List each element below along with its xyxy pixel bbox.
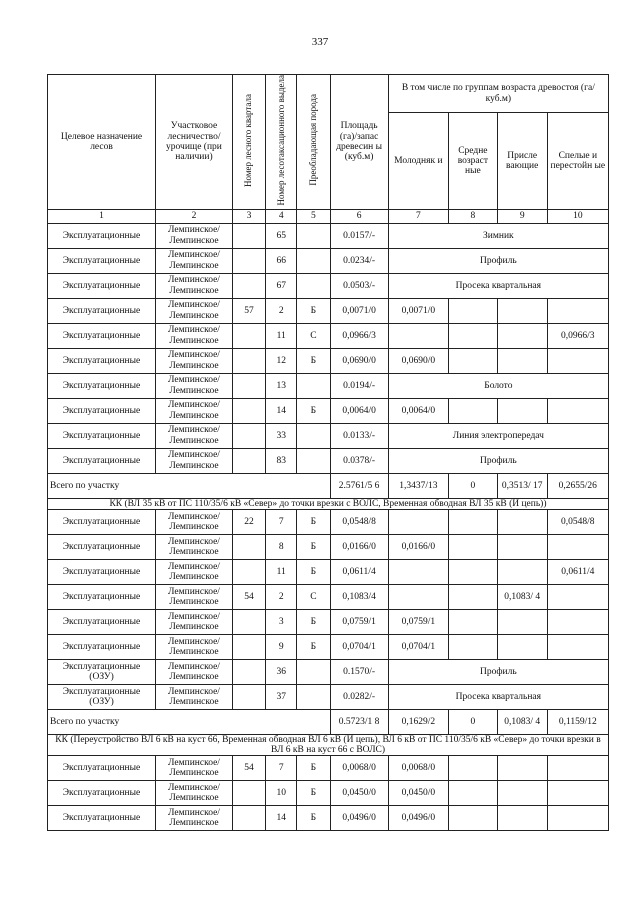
cell-land-category: Профиль <box>388 448 608 473</box>
cell-forestry: Лемпинское/ Лемпинское <box>156 373 233 398</box>
cell-mature <box>547 634 608 659</box>
table-row <box>48 273 609 298</box>
cell-quarter <box>232 248 265 273</box>
header-young: Молодняк и <box>388 113 448 209</box>
table-row <box>48 559 609 584</box>
cell-species: Б <box>297 781 330 806</box>
column-number-row <box>48 209 609 223</box>
table-row <box>48 534 609 559</box>
cell-young <box>388 323 448 348</box>
cell-species <box>297 684 330 709</box>
cell-mature: 0,0548/8 <box>547 509 608 534</box>
cell-middle <box>448 634 497 659</box>
cell-quarter <box>232 323 265 348</box>
cell-purpose: Эксплуатационные <box>48 584 156 609</box>
cell-quarter <box>232 348 265 373</box>
cell-forestry: Лемпинское/ Лемпинское <box>156 248 233 273</box>
cell-forestry: Лемпинское/ Лемпинское <box>156 323 233 348</box>
cell-area: 0,0966/3 <box>330 323 388 348</box>
cell-young <box>388 584 448 609</box>
cell-area: 0,0548/8 <box>330 509 388 534</box>
cell-maturing <box>497 634 547 659</box>
cell-mature: 0,0611/4 <box>547 559 608 584</box>
cell-land-category: Линия электропередач <box>388 423 608 448</box>
cell-purpose: Эксплуатационные (ОЗУ) <box>48 684 156 709</box>
cell-maturing <box>497 559 547 584</box>
cell-forestry: Лемпинское/ Лемпинское <box>156 806 233 831</box>
cell-mature <box>547 609 608 634</box>
cell-vydel: 65 <box>266 223 297 248</box>
cell-vydel: 12 <box>266 348 297 373</box>
cell-quarter <box>232 223 265 248</box>
cell-species: Б <box>297 634 330 659</box>
section-title-row <box>48 734 609 756</box>
column-number: 6 <box>330 209 388 223</box>
cell-young <box>388 509 448 534</box>
cell-mature <box>547 584 608 609</box>
cell-vydel: 14 <box>266 398 297 423</box>
cell-forestry: Лемпинское/ Лемпинское <box>156 559 233 584</box>
cell-land-category: Просека квартальная <box>388 684 608 709</box>
cell-area: 0.0157/- <box>330 223 388 248</box>
cell-vydel: 7 <box>266 756 297 781</box>
cell-middle <box>448 756 497 781</box>
cell-quarter <box>232 609 265 634</box>
table-row <box>48 373 609 398</box>
cell-quarter: 54 <box>232 756 265 781</box>
total-middle: 0 <box>448 473 497 498</box>
total-row <box>48 709 609 734</box>
cell-quarter <box>232 659 265 684</box>
cell-forestry: Лемпинское/ Лемпинское <box>156 223 233 248</box>
cell-species: Б <box>297 806 330 831</box>
cell-forestry: Лемпинское/ Лемпинское <box>156 448 233 473</box>
cell-young: 0,0704/1 <box>388 634 448 659</box>
cell-middle <box>448 584 497 609</box>
cell-area: 0,0068/0 <box>330 756 388 781</box>
cell-forestry: Лемпинское/ Лемпинское <box>156 509 233 534</box>
cell-land-category: Профиль <box>388 659 608 684</box>
cell-species <box>297 423 330 448</box>
column-number: 4 <box>266 209 297 223</box>
cell-young: 0,0759/1 <box>388 609 448 634</box>
cell-forestry: Лемпинское/ Лемпинское <box>156 756 233 781</box>
cell-maturing <box>497 534 547 559</box>
table-row <box>48 348 609 373</box>
cell-species <box>297 373 330 398</box>
cell-quarter: 57 <box>232 298 265 323</box>
table-row <box>48 423 609 448</box>
cell-vydel: 7 <box>266 509 297 534</box>
cell-quarter <box>232 398 265 423</box>
cell-land-category: Просека квартальная <box>388 273 608 298</box>
table-row <box>48 609 609 634</box>
table-row <box>48 398 609 423</box>
cell-young: 0,0450/0 <box>388 781 448 806</box>
cell-vydel: 11 <box>266 559 297 584</box>
column-number: 2 <box>156 209 233 223</box>
cell-purpose: Эксплуатационные <box>48 806 156 831</box>
cell-forestry: Лемпинское/ Лемпинское <box>156 273 233 298</box>
header-species: Преобладающая порода <box>297 75 330 210</box>
cell-young: 0,0071/0 <box>388 298 448 323</box>
cell-purpose: Эксплуатационные <box>48 298 156 323</box>
cell-mature <box>547 781 608 806</box>
cell-purpose: Эксплуатационные <box>48 348 156 373</box>
section-title-row <box>48 498 609 509</box>
column-number: 8 <box>448 209 497 223</box>
total-maturing: 0,1083/ 4 <box>497 709 547 734</box>
table-row <box>48 584 609 609</box>
cell-vydel: 83 <box>266 448 297 473</box>
header-quarter: Номер лесного квартала <box>232 75 265 210</box>
cell-species <box>297 448 330 473</box>
cell-land-category: Зимник <box>388 223 608 248</box>
cell-quarter <box>232 448 265 473</box>
cell-species: Б <box>297 534 330 559</box>
cell-land-category: Болото <box>388 373 608 398</box>
cell-forestry: Лемпинское/ Лемпинское <box>156 423 233 448</box>
cell-quarter <box>232 559 265 584</box>
table-row <box>48 509 609 534</box>
table-row <box>48 634 609 659</box>
cell-species: Б <box>297 559 330 584</box>
cell-mature <box>547 398 608 423</box>
cell-purpose: Эксплуатационные <box>48 509 156 534</box>
table-row <box>48 756 609 781</box>
total-area: 0.5723/1 8 <box>330 709 388 734</box>
cell-purpose: Эксплуатационные <box>48 373 156 398</box>
cell-forestry: Лемпинское/ Лемпинское <box>156 298 233 323</box>
cell-species <box>297 273 330 298</box>
cell-species: Б <box>297 509 330 534</box>
cell-purpose: Эксплуатационные <box>48 634 156 659</box>
table-row <box>48 248 609 273</box>
header-vydel: Номер лесотаксационного выдела <box>266 75 297 210</box>
cell-species: С <box>297 584 330 609</box>
cell-purpose: Эксплуатационные <box>48 448 156 473</box>
cell-young: 0,0166/0 <box>388 534 448 559</box>
cell-species: Б <box>297 348 330 373</box>
cell-species: Б <box>297 298 330 323</box>
cell-young <box>388 559 448 584</box>
cell-purpose: Эксплуатационные <box>48 398 156 423</box>
cell-species: Б <box>297 398 330 423</box>
cell-maturing <box>497 781 547 806</box>
header-mature: Спелые и перестойн ые <box>547 113 608 209</box>
cell-vydel: 66 <box>266 248 297 273</box>
cell-forestry: Лемпинское/ Лемпинское <box>156 634 233 659</box>
cell-forestry: Лемпинское/ Лемпинское <box>156 659 233 684</box>
cell-area: 0,0759/1 <box>330 609 388 634</box>
cell-middle <box>448 806 497 831</box>
cell-area: 0,0071/0 <box>330 298 388 323</box>
cell-young: 0,0690/0 <box>388 348 448 373</box>
cell-vydel: 11 <box>266 323 297 348</box>
header-area: Площадь (га)/запас древесин ы (куб.м) <box>330 75 388 210</box>
cell-middle <box>448 348 497 373</box>
total-label: Всего по участку <box>48 473 331 498</box>
total-maturing: 0,3513/ 17 <box>497 473 547 498</box>
cell-area: 0.0503/- <box>330 273 388 298</box>
header-age-groups: В том числе по группам возраста древостоя (га/куб.м) <box>388 75 608 113</box>
cell-purpose: Эксплуатационные <box>48 609 156 634</box>
cell-maturing <box>497 806 547 831</box>
cell-middle <box>448 398 497 423</box>
cell-middle <box>448 509 497 534</box>
cell-quarter <box>232 634 265 659</box>
cell-area: 0.0133/- <box>330 423 388 448</box>
cell-area: 0.0234/- <box>330 248 388 273</box>
column-number: 10 <box>547 209 608 223</box>
table-row <box>48 223 609 248</box>
cell-area: 0,0450/0 <box>330 781 388 806</box>
cell-area: 0.1570/- <box>330 659 388 684</box>
cell-vydel: 36 <box>266 659 297 684</box>
table-row <box>48 781 609 806</box>
table-row <box>48 323 609 348</box>
total-mature: 0,2655/26 <box>547 473 608 498</box>
cell-maturing <box>497 756 547 781</box>
cell-vydel: 13 <box>266 373 297 398</box>
cell-purpose: Эксплуатационные <box>48 781 156 806</box>
cell-maturing <box>497 348 547 373</box>
cell-purpose: Эксплуатационные <box>48 273 156 298</box>
cell-vydel: 10 <box>266 781 297 806</box>
header-maturing: Присле вающие <box>497 113 547 209</box>
cell-young: 0,0064/0 <box>388 398 448 423</box>
section-title: КК (ВЛ 35 кВ от ПС 110/35/6 кВ «Север» до точки врезки с ВОЛС, Временная обводная ВЛ 35 кВ (И цепь)) <box>48 498 609 509</box>
cell-forestry: Лемпинское/ Лемпинское <box>156 684 233 709</box>
cell-quarter <box>232 534 265 559</box>
column-number: 9 <box>497 209 547 223</box>
table-row <box>48 298 609 323</box>
cell-forestry: Лемпинское/ Лемпинское <box>156 781 233 806</box>
cell-quarter <box>232 373 265 398</box>
cell-area: 0,0166/0 <box>330 534 388 559</box>
cell-vydel: 9 <box>266 634 297 659</box>
total-area: 2.5761/5 6 <box>330 473 388 498</box>
cell-maturing <box>497 323 547 348</box>
cell-forestry: Лемпинское/ Лемпинское <box>156 398 233 423</box>
cell-area: 0,0611/4 <box>330 559 388 584</box>
total-row <box>48 473 609 498</box>
table-body <box>48 223 609 831</box>
total-middle: 0 <box>448 709 497 734</box>
cell-forestry: Лемпинское/ Лемпинское <box>156 584 233 609</box>
cell-mature <box>547 298 608 323</box>
cell-vydel: 8 <box>266 534 297 559</box>
cell-forestry: Лемпинское/ Лемпинское <box>156 609 233 634</box>
cell-middle <box>448 323 497 348</box>
cell-middle <box>448 609 497 634</box>
cell-maturing <box>497 509 547 534</box>
cell-land-category: Профиль <box>388 248 608 273</box>
section-title: КК (Переустройство ВЛ 6 кВ на куст 66, Временная обводная ВЛ 6 кВ (И цепь), ВЛ 6 кВ от ПС 110/35/6 кВ «Север» до точки врезки в ВЛ 6 кВ на куст 66 с ВОЛС) <box>48 734 609 756</box>
cell-area: 0.0282/- <box>330 684 388 709</box>
cell-middle <box>448 781 497 806</box>
cell-quarter: 54 <box>232 584 265 609</box>
header-forestry: Участковое лесничество/ урочище (при наличии) <box>156 75 233 210</box>
cell-maturing: 0,1083/ 4 <box>497 584 547 609</box>
cell-vydel: 3 <box>266 609 297 634</box>
cell-mature <box>547 806 608 831</box>
cell-quarter <box>232 273 265 298</box>
cell-area: 0.0378/- <box>330 448 388 473</box>
cell-middle <box>448 559 497 584</box>
cell-vydel: 67 <box>266 273 297 298</box>
cell-purpose: Эксплуатационные <box>48 223 156 248</box>
cell-vydel: 37 <box>266 684 297 709</box>
header-purpose: Целевое назначение лесов <box>48 75 156 210</box>
cell-quarter: 22 <box>232 509 265 534</box>
cell-species: С <box>297 323 330 348</box>
cell-maturing <box>497 609 547 634</box>
cell-forestry: Лемпинское/ Лемпинское <box>156 348 233 373</box>
cell-purpose: Эксплуатационные <box>48 559 156 584</box>
total-label: Всего по участку <box>48 709 331 734</box>
column-number: 7 <box>388 209 448 223</box>
cell-middle <box>448 298 497 323</box>
cell-purpose: Эксплуатационные (ОЗУ) <box>48 659 156 684</box>
cell-quarter <box>232 781 265 806</box>
cell-young: 0,0068/0 <box>388 756 448 781</box>
cell-purpose: Эксплуатационные <box>48 423 156 448</box>
cell-purpose: Эксплуатационные <box>48 534 156 559</box>
cell-mature <box>547 534 608 559</box>
column-number: 3 <box>232 209 265 223</box>
cell-vydel: 33 <box>266 423 297 448</box>
cell-purpose: Эксплуатационные <box>48 756 156 781</box>
total-mature: 0,1159/12 <box>547 709 608 734</box>
table-row <box>48 806 609 831</box>
page-number: 337 <box>311 36 329 48</box>
cell-vydel: 2 <box>266 584 297 609</box>
cell-quarter <box>232 806 265 831</box>
cell-mature <box>547 348 608 373</box>
cell-species: Б <box>297 756 330 781</box>
cell-area: 0,0064/0 <box>330 398 388 423</box>
total-young: 1,3437/13 <box>388 473 448 498</box>
cell-area: 0,0690/0 <box>330 348 388 373</box>
cell-vydel: 14 <box>266 806 297 831</box>
cell-species <box>297 248 330 273</box>
cell-area: 0.0194/- <box>330 373 388 398</box>
cell-species <box>297 659 330 684</box>
cell-young: 0,0496/0 <box>388 806 448 831</box>
cell-middle <box>448 534 497 559</box>
cell-vydel: 2 <box>266 298 297 323</box>
table-row <box>48 659 609 684</box>
cell-purpose: Эксплуатационные <box>48 323 156 348</box>
total-young: 0,1629/2 <box>388 709 448 734</box>
cell-species <box>297 223 330 248</box>
cell-mature: 0,0966/3 <box>547 323 608 348</box>
cell-mature <box>547 756 608 781</box>
cell-quarter <box>232 684 265 709</box>
cell-quarter <box>232 423 265 448</box>
cell-area: 0,0496/0 <box>330 806 388 831</box>
cell-area: 0,1083/4 <box>330 584 388 609</box>
cell-purpose: Эксплуатационные <box>48 248 156 273</box>
cell-area: 0,0704/1 <box>330 634 388 659</box>
column-number: 5 <box>297 209 330 223</box>
header-middle: Средне возраст ные <box>448 113 497 209</box>
column-number: 1 <box>48 209 156 223</box>
cell-maturing <box>497 398 547 423</box>
table-row <box>48 684 609 709</box>
cell-forestry: Лемпинское/ Лемпинское <box>156 534 233 559</box>
forest-allotment-table <box>47 74 609 831</box>
cell-maturing <box>497 298 547 323</box>
table-row <box>48 448 609 473</box>
cell-species: Б <box>297 609 330 634</box>
